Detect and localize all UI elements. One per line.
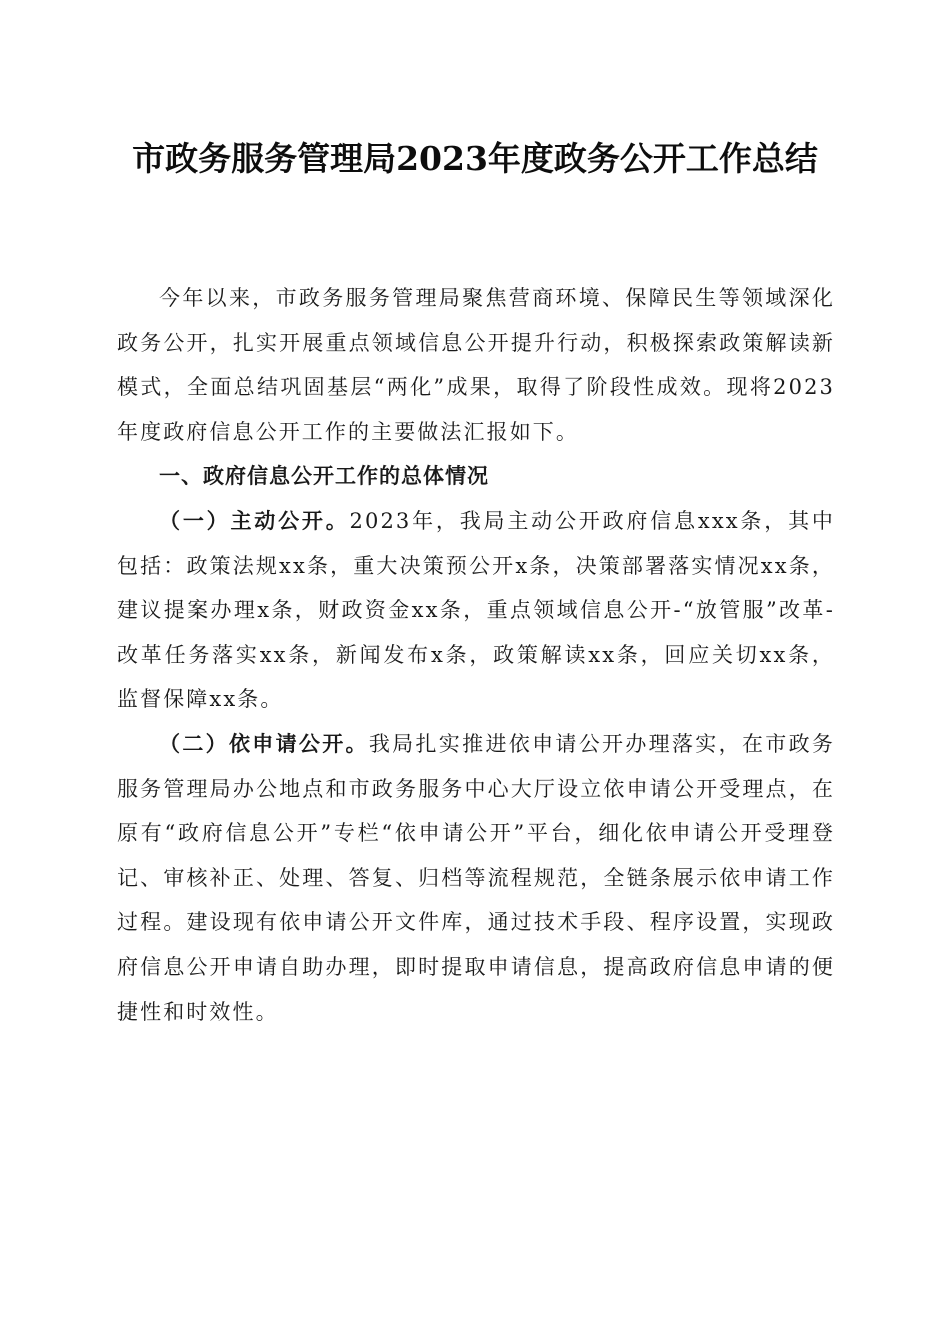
item-application-disclosure-text: 我局扎实推进依申请公开办理落实，在市政务服务管理局办公地点和市政务服务中心大厅设立依申请公开受理点，在原有“政府信息公开”专栏“依申请公开”平台，细化依申请公开受理登记、审核补正、处理、答复、归档等流程规范，全链条展示依申请工作过程。建设现有依申请公开文件库，通过技术手段、程序设置，实现政府信息公开申请自助办理，即时提取申请信息，提高政府信息申请的便捷性和时效性。 — [117, 731, 835, 1024]
document-body — [117, 276, 835, 1034]
intro-paragraph: 今年以来，市政务服务管理局聚焦营商环境、保障民生等领域深化政务公开，扎实开展重点领域信息公开提升行动，积极探索政策解读新模式，全面总结巩固基层“两化”成果，取得了阶段性成效。现将2023年度政府信息公开工作的主要做法汇报如下。 — [117, 286, 835, 444]
item-application-disclosure-lead: （二）依申请公开。 — [159, 731, 369, 756]
section-heading-overall: 一、政府信息公开工作的总体情况 — [159, 464, 489, 489]
item-active-disclosure — [117, 499, 835, 722]
item-active-disclosure-text: 2023年，我局主动公开政府信息xxx条，其中包括：政策法规xx条，重大决策预公开x条，决策部署落实情况xx条，建议提案办理x条，财政资金xx条，重点领域信息公开-“放管服”改革-改革任务落实xx条，新闻发布x条，政策解读xx条，回应关切xx条，监督保障xx条。 — [117, 508, 835, 712]
document-title: 市政务服务管理局2023年度政务公开工作总结 — [132, 139, 818, 178]
item-active-disclosure-lead: （一）主动公开。 — [159, 508, 350, 533]
item-application-disclosure — [117, 722, 835, 1034]
